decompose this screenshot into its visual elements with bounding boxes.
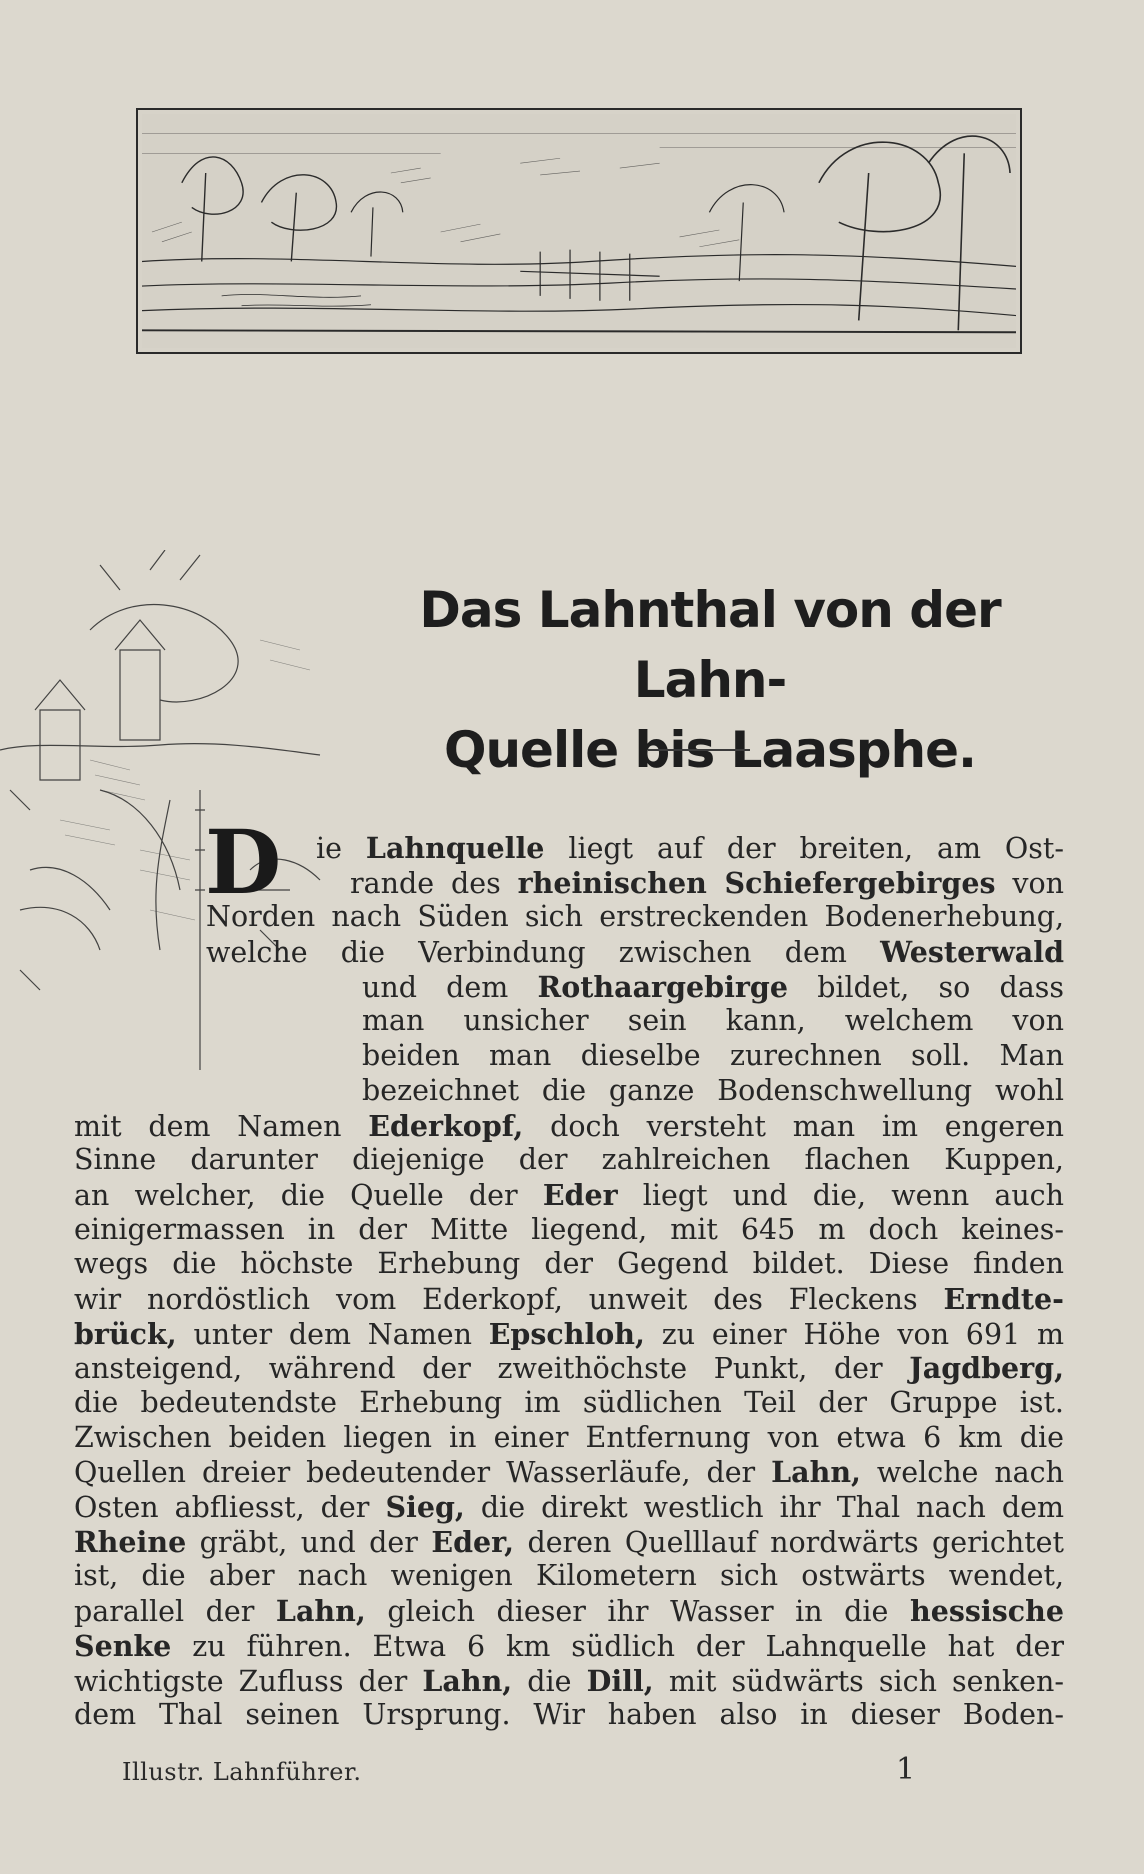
text-segment: doch versteht man im engeren xyxy=(523,1109,1064,1143)
text-line xyxy=(74,1351,1064,1386)
text-segment: wir nordöstlich vom Ederkopf, unweit des Fleckens xyxy=(74,1282,944,1316)
text-line xyxy=(74,1698,1064,1733)
header-engraving xyxy=(136,108,1022,354)
emphasized-term: Jagdberg, xyxy=(909,1351,1064,1386)
text-line xyxy=(74,1109,1064,1144)
emphasized-term: rheinischen Schiefergebirges xyxy=(517,865,996,900)
text-segment: ist, die aber nach wenigen Kilometern sich ostwärts wendet, xyxy=(74,1559,1064,1593)
text-segment: parallel der xyxy=(74,1595,276,1629)
emphasized-term: Eder xyxy=(542,1177,618,1212)
text-line xyxy=(74,1386,1064,1421)
text-line xyxy=(74,935,1064,970)
text-segment: von xyxy=(995,866,1064,900)
text-segment: und dem xyxy=(362,970,538,1004)
text-line xyxy=(74,1282,1064,1317)
text-line xyxy=(74,970,1064,1005)
chapter-title-line-1: Das Lahnthal von der Lahn- xyxy=(419,581,1001,709)
text-line xyxy=(74,866,1064,901)
text-line xyxy=(74,1594,1064,1629)
text-segment: unter dem Namen xyxy=(176,1317,489,1351)
text-segment: deren Quelllauf nordwärts gerichtet xyxy=(514,1525,1064,1559)
emphasized-term: hessische xyxy=(909,1594,1064,1629)
page-number: 1 xyxy=(896,1752,916,1787)
emphasized-term: Ederkopf, xyxy=(368,1108,524,1143)
text-segment: man unsicher sein kann, welchem von xyxy=(362,1004,1064,1038)
text-segment: gleich dieser ihr Wasser in die xyxy=(365,1595,910,1629)
emphasized-term: Epschloh, xyxy=(488,1316,645,1351)
text-line xyxy=(74,1525,1064,1560)
text-segment: welche die Verbindung zwischen dem xyxy=(206,936,881,970)
landscape-engraving-image xyxy=(142,114,1016,348)
text-segment: liegt auf der breiten, am Ost- xyxy=(544,832,1065,865)
text-line xyxy=(74,1247,1064,1282)
text-segment: welche nach xyxy=(860,1456,1064,1490)
text-line xyxy=(74,1629,1064,1664)
footer-book-title: Illustr. Lahnführer. xyxy=(122,1758,362,1786)
text-segment: bildet, so dass xyxy=(787,970,1065,1004)
text-segment: zu führen. Etwa 6 km südlich der Lahnquelle hat der xyxy=(171,1629,1064,1663)
chapter-title-line-2: Quelle bis Laasphe. xyxy=(443,721,977,779)
text-segment: dem Thal seinen Ursprung. Wir haben also in dieser Boden- xyxy=(74,1698,1064,1732)
text-segment: bezeichnet die ganze Bodenschwellung wohl xyxy=(362,1073,1064,1107)
emphasized-term: Lahn, xyxy=(771,1455,861,1490)
text-segment: Norden nach Süden sich erstreckenden Bodenerhebung, xyxy=(206,900,1064,934)
text-segment: zu einer Höhe von 691 m xyxy=(644,1317,1064,1351)
emphasized-term: Dill, xyxy=(586,1663,654,1698)
text-segment: die direkt westlich ihr Thal nach dem xyxy=(464,1491,1064,1525)
text-line xyxy=(74,831,1064,866)
text-line xyxy=(74,1178,1064,1213)
text-line xyxy=(74,1455,1064,1490)
text-segment: die xyxy=(512,1664,587,1698)
text-line xyxy=(74,1664,1064,1699)
text-segment: Quellen dreier bedeutender Wasserläufe, der xyxy=(74,1456,772,1490)
text-segment: beiden man dieselbe zurechnen soll. Man xyxy=(362,1039,1064,1073)
text-line xyxy=(74,1490,1064,1525)
text-segment: mit dem Namen xyxy=(74,1109,369,1143)
text-line xyxy=(74,1559,1064,1594)
text-segment: Osten abfliesst, der xyxy=(74,1491,386,1525)
text-line xyxy=(74,1317,1064,1352)
chapter-title xyxy=(350,575,1070,785)
emphasized-term: Eder, xyxy=(431,1524,514,1559)
text-segment: mit südwärts sich senken- xyxy=(653,1664,1064,1698)
emphasized-term: Westerwald xyxy=(880,935,1064,970)
emphasized-term: brück, xyxy=(74,1316,177,1351)
text-segment: an welcher, die Quelle der xyxy=(74,1178,543,1212)
emphasized-term: Rothaargebirge xyxy=(537,969,788,1004)
emphasized-term: Senke xyxy=(74,1628,172,1663)
text-line xyxy=(74,1074,1064,1109)
emphasized-term: Rheine xyxy=(74,1524,187,1559)
text-segment: einigermassen in der Mitte liegend, mit 645 m doch keines- xyxy=(74,1212,1064,1246)
title-divider xyxy=(648,749,750,751)
emphasized-term: Lahn, xyxy=(422,1663,513,1698)
text-segment: wegs die höchste Erhebung der Gegend bildet. Diese finden xyxy=(74,1247,1064,1281)
emphasized-term: Lahnquelle xyxy=(365,831,545,865)
text-line xyxy=(74,900,1064,935)
text-segment: gräbt, und der xyxy=(186,1525,432,1559)
text-segment: ie xyxy=(316,832,366,865)
text-segment: Zwischen beiden liegen in einer Entfernung von etwa 6 km die xyxy=(74,1420,1064,1454)
text-segment: ansteigend, während der zweithöchste Punkt, der xyxy=(74,1352,910,1386)
text-segment: rande des xyxy=(350,866,518,900)
text-line xyxy=(74,1004,1064,1039)
text-line xyxy=(74,1143,1064,1178)
emphasized-term: Lahn, xyxy=(275,1594,366,1629)
drop-cap: D xyxy=(205,810,282,914)
body-text xyxy=(74,831,1064,1733)
text-line xyxy=(74,1421,1064,1456)
emphasized-term: Sieg, xyxy=(385,1490,465,1525)
text-segment: Sinne darunter diejenige der zahlreichen flachen Kuppen, xyxy=(74,1143,1064,1177)
text-segment: liegt und die, wenn auch xyxy=(617,1178,1064,1212)
text-line xyxy=(74,1039,1064,1074)
text-segment: wichtigste Zufluss der xyxy=(74,1664,423,1698)
emphasized-term: Erndte- xyxy=(943,1281,1064,1316)
text-segment: die bedeutendste Erhebung im südlichen Teil der Gruppe ist. xyxy=(74,1386,1064,1419)
text-line xyxy=(74,1213,1064,1248)
